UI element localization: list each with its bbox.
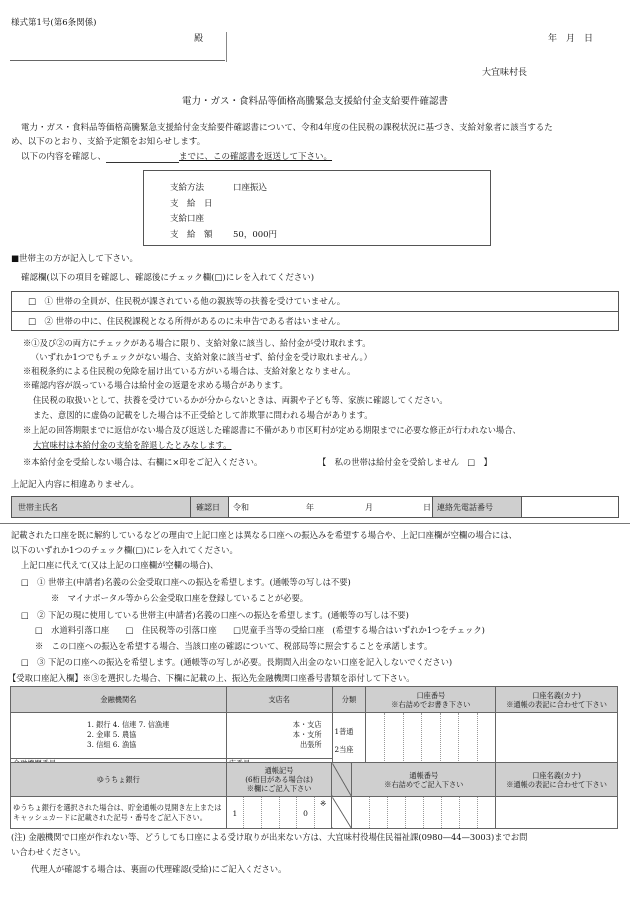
branch-name-field[interactable]: 本・支店 本・支所 出張所 — [226, 713, 332, 759]
bank-name-header: 金融機関名 — [11, 687, 227, 713]
account-option-2-choices[interactable]: □ 水道料引落口座 □ 住民税等の引落口座 □児童手当等の受給口座 (希望する場合はいずれか1つをチェック) — [35, 625, 485, 635]
consent-line: 上記記入内容に相違ありません。 — [11, 480, 140, 490]
account-option-1-note: ※ マイナポータル等から公金受取口座を登録していることが必要。 — [51, 593, 309, 603]
date-line: 年 月 日 — [548, 34, 594, 44]
account-option-2-note: ※ この口座への振込を希望する場合、当該口座の確認について、税部局等に照会することを承諾します。 — [35, 641, 433, 651]
intro-line-1: 電力・ガス・食料品等価格高騰緊急支援給付金支給要件確認書について、令和4年度の住民税の課税状況に基づき、支給対象者に該当するた — [21, 123, 553, 133]
month-label: 月 — [365, 503, 373, 512]
confirm-heading: 確認欄(以下の項目を確認し、確認後にチェック欄(□)にレを入れてください) — [21, 273, 315, 283]
payment-row — [170, 197, 277, 213]
payment-label: 支給口座 — [170, 214, 205, 224]
branch-name-header: 支店名 — [226, 687, 332, 713]
footer-note-2: い合わせください。 — [11, 847, 86, 857]
household-head-row — [11, 496, 619, 518]
payment-row — [170, 228, 277, 244]
account-intro-1: 記載された口座を既に解約しているなどの理由で上記口座とは異なる口座への振込みを希望する場合や、上記口座欄が空欄の場合には、 — [11, 530, 517, 540]
payment-label: 支 給 額 — [170, 229, 213, 240]
footer-note-3: 代理人が確認する場合は、裏面の代理確認(受給)にご記入ください。 — [31, 864, 287, 874]
account-entry-heading: 【受取口座記入欄】※③を選択した場合、下欄に記載の上、振込先金融機関口座番号書類を添付して下さい。 — [8, 673, 415, 683]
passbook-number-field[interactable] — [352, 797, 496, 829]
blank-field — [332, 797, 352, 829]
passbook-number-header: 通帳番号 ※右詰めでご記入下さい — [352, 763, 496, 797]
check-items-box — [11, 291, 619, 331]
account-number-header: 口座番号 ※右詰めでお書き下さい — [366, 687, 496, 713]
intro-line-3a: 以下の内容を確認し、 — [21, 152, 107, 162]
account-holder-field[interactable] — [496, 713, 618, 770]
payment-info-box — [143, 170, 491, 246]
account-number-field[interactable] — [366, 713, 496, 770]
payment-value: 口座振込 — [233, 183, 268, 193]
document-title: 電力・ガス・食料品等価格高騰緊急支援給付金支給要件確認書 — [181, 96, 448, 107]
yucho-holder-header: 口座名義(カナ) ※通帳の表記に合わせて下さい — [496, 763, 618, 797]
addressee-divider — [226, 32, 227, 62]
addressee-suffix: 殿 — [194, 34, 204, 44]
note-7: ※上記の回答期限までに返信がない場合及び返送した確認書に不備があり市区町村が定める期限までに必要な修正が行われない場合、 — [23, 425, 521, 435]
account-intro-2: 以下のいずれか1つのチェック欄(□)にレを入れてください。 — [11, 545, 238, 555]
note-2: （いずれか1つでもチェックがない場合、支給対象に該当せず、給付金を受け取れません。） — [31, 352, 372, 362]
check-item-2[interactable]: □ ② 世帯の中に、住民税課税となる所得があるのに未申告である者はいません。 — [28, 317, 346, 327]
payment-label: 支 給 日 — [170, 198, 213, 209]
passbook-symbol-field[interactable]: 1 0 ※ — [226, 797, 332, 829]
note-4: ※確認内容が誤っている場合は給付金の返還を求める場合があります。 — [23, 380, 288, 390]
year-label: 年 — [306, 503, 314, 512]
form-number: 様式第1号(第6条関係) — [11, 18, 97, 28]
confirm-date-label: 確認日 — [196, 503, 220, 512]
issuer: 大宜味村長 — [482, 68, 528, 78]
intro-line-3 — [21, 152, 332, 163]
account-intro-3: 上記口座に代えて(又は上記の口座欄が空欄の場合)、 — [21, 560, 219, 570]
note-1: ※①及び②の両方にチェックがある場合に限り、支給対象に該当し、給付金が受け取れます。 — [23, 338, 371, 348]
addressee-line — [10, 60, 225, 61]
account-option-1[interactable]: □ ① 世帯主(申請者)名義の公金受取口座への振込を希望します。(通帳等の写しは不要) — [21, 577, 351, 587]
type-header: 分類 — [332, 687, 366, 713]
footer-note-1: (注) 金融機関で口座が作れない等、どうしても口座による受け取りが出来ない方は、大宜味村役場住民福祉課(0980—44—3003)までお問 — [11, 832, 528, 842]
account-option-2[interactable]: □ ② 下記の現に使用している世帯主(申請者)名義の口座への振込を希望します。(通帳等の写しは不要) — [21, 610, 409, 620]
payment-value: 50，000円 — [233, 229, 278, 240]
payment-row — [170, 212, 277, 228]
check-item-1[interactable]: □ ① 世帯の全員が、住民税が課されている他の親族等の扶養を受けていません。 — [28, 297, 346, 307]
bank-name-field[interactable]: 1. 銀行 4. 信連 7. 信漁連 2. 金庫 5. 農協 3. 信組 6. 漁協 — [11, 713, 227, 759]
note-6: また、意図的に虚偽の記載をした場合は不正受給として詐欺罪に問われる場合があります。 — [33, 410, 373, 420]
intro-line-3b: までに、この確認書を返送して下さい。 — [179, 152, 333, 162]
intro-line-2: め、以下のとおり、支給予定額をお知らせします。 — [11, 137, 206, 147]
phone-label: 連絡先電話番号 — [437, 503, 493, 512]
account-holder-header: 口座名義(カナ) ※通帳の表記に合わせて下さい — [496, 687, 618, 713]
note-9: ※本給付金を受給しない場合は、右欄に×印をご記入ください。 — [23, 457, 263, 467]
day-label: 日 — [423, 503, 431, 512]
account-option-3[interactable]: □ ③ 下記の口座への振込を希望します。(通帳等の写しが必要。長期間入出金のない口座を記入しないでください) — [21, 657, 453, 667]
era-label: 令和 — [233, 503, 249, 512]
yucho-header: ゆうちょ銀行 — [11, 763, 227, 797]
note-8: 大宜味村は本給付金の支給を辞退したとみなします。 — [33, 440, 232, 450]
note-3: ※租税条約による住民税の免除を届け出ている方がいる場合は、支給対象となりません。 — [23, 366, 356, 376]
yucho-note: ゆうちょ銀行を選択された場合は、貯金通帳の見開き左上またはキャッシュカードに記載された記号・番号をご記入下さい。 — [11, 797, 227, 829]
payment-label: 支給方法 — [170, 183, 205, 193]
note-5: 住民税の取扱いとして、扶養を受けているかが分からないときは、両親や子ども等、家族に確認してください。 — [33, 395, 448, 405]
account-type-field[interactable]: 1普通 2当座 — [332, 713, 366, 770]
yucho-table — [10, 762, 618, 829]
decline-checkbox[interactable]: 【 私の世帯は給付金を受給しません □ 】 — [318, 457, 492, 467]
blank-header — [332, 763, 352, 797]
payment-row — [170, 181, 277, 197]
yucho-holder-field[interactable] — [496, 797, 618, 829]
head-name-label: 世帯主氏名 — [18, 503, 58, 512]
bank-account-table — [10, 686, 618, 770]
deadline-blank[interactable] — [106, 153, 179, 163]
divider — [0, 523, 630, 524]
household-head-note: ■世帯主の方が記入して下さい。 — [11, 254, 139, 264]
passbook-symbol-header: 通帳記号 (6桁目がある場合は) ※欄にご記入下さい — [226, 763, 332, 797]
